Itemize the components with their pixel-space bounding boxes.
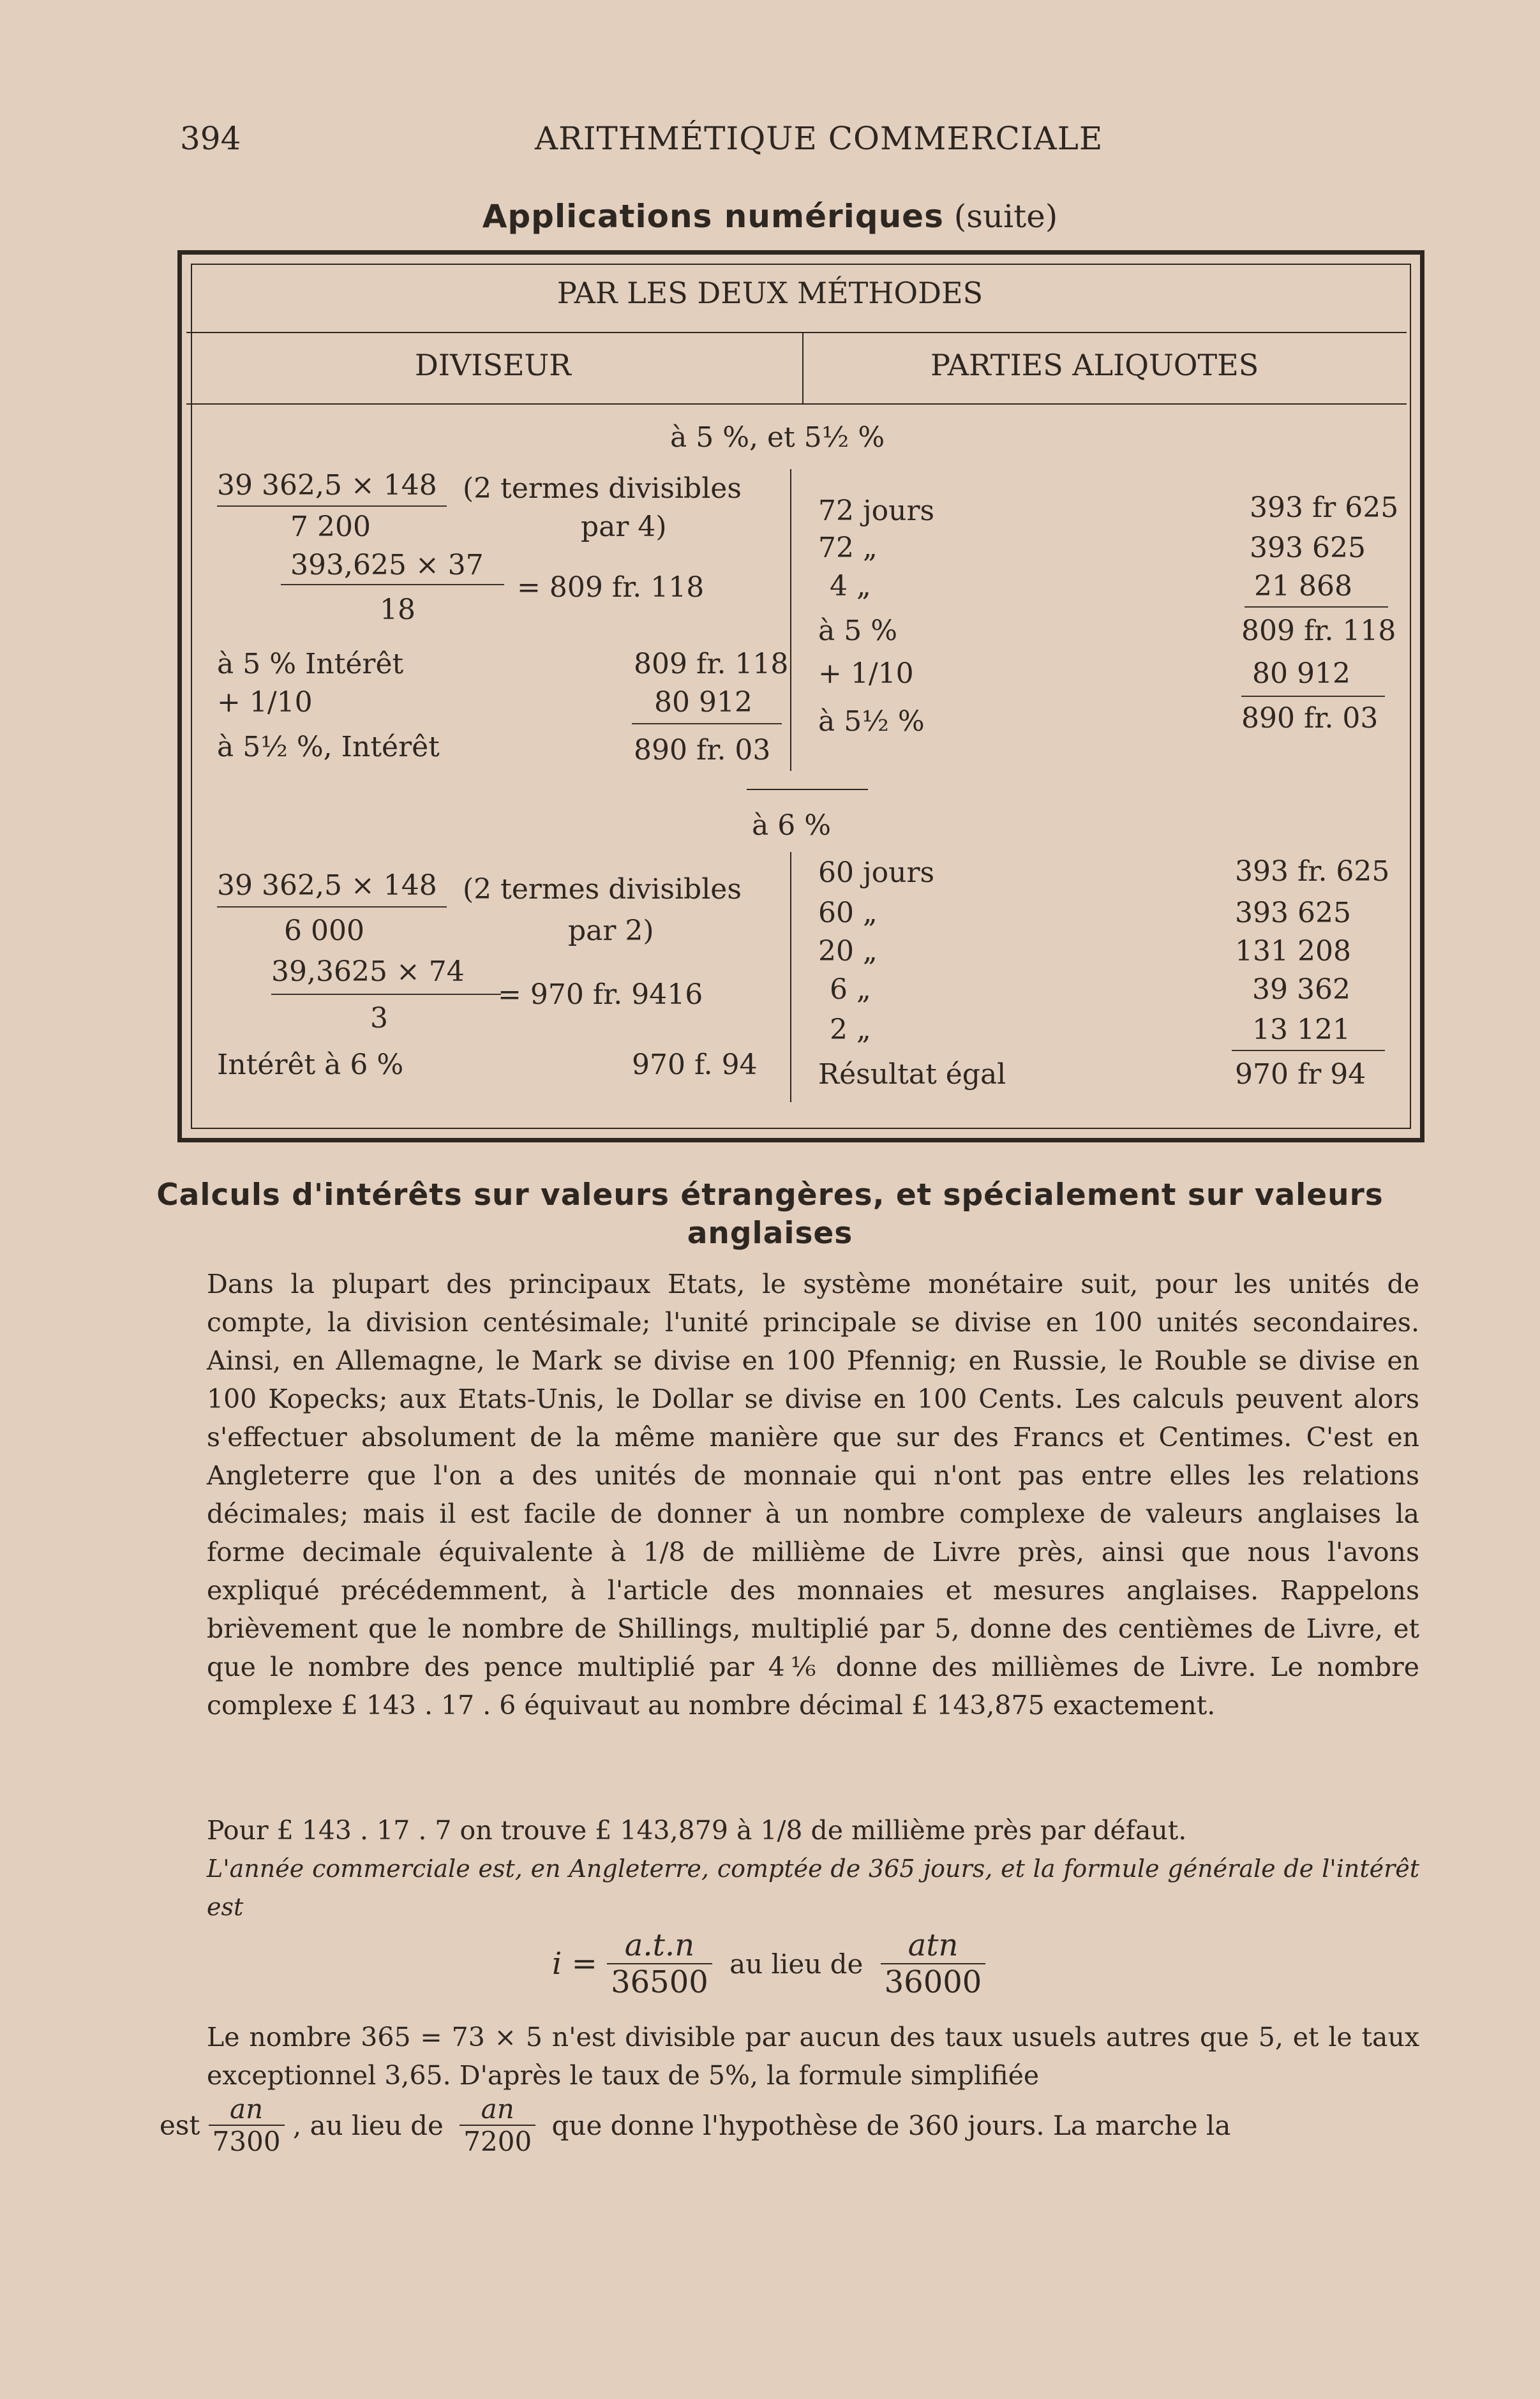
sec2-l2: 6 000 <box>284 915 364 947</box>
interest-formula <box>552 1927 985 2000</box>
column-divider-sec1 <box>790 469 791 771</box>
sec1-sum-rule-right-1 <box>1245 606 1388 608</box>
sec1-r2: 72 „ <box>818 532 878 564</box>
sec1-r5: + 1/10 <box>818 657 914 690</box>
sec1-l6: + 1/10 <box>217 686 313 719</box>
sec1-rate: à 5 %, et 5½ % <box>670 421 885 454</box>
sec1-l3b: = 809 fr. 118 <box>517 571 705 604</box>
paragraph-2: Pour £ 143 . 17 . 7 on trouve £ 143,879 à 1/8 de millième près par défaut. <box>207 1815 1187 1846</box>
paragraph-1: Dans la plupart des principaux Etats, le système monétaire suit, pour les unités de compte, la division centésimale; l'unité principale se divise en 100 unités secondaires. Ainsi, en Allemagne, le Mark se divise en 100 Pfennig; en Russie, le Rouble se divise en 100 Kopecks; aux Etats-Unis, le Dollar se divise en 100 Cents. Les calculs peuvent alors s'effectuer absolument de la même manière que sur des Francs et Centimes. C'est en Angleterre que l'on a des unités de monnaie qui n'ont pas entre elles les relations décimales; mais il est facile de donner à un nombre complexe de valeurs anglaises la forme decimale équivalente à 1/8 de millième de Livre près, ainsi que nous l'avons expliqué précédemment, à l'article des monnaies et mesures anglaises. Rappelons brièvement que le nombre de Shillings, multiplié par 5, donne des centièmes de Livre, et que le nombre des pence multiplié par 4⅙ donne des millièmes de Livre. Le nombre complexe £ 143 . 17 . 6 équivaut au nombre décimal £ 143,875 exactement. <box>207 1269 1419 1721</box>
sec1-r3: 4 „ <box>830 570 871 602</box>
sec1-r4v: 809 fr. 118 <box>1241 615 1396 647</box>
column-head-right: PARTIES ALIQUOTES <box>931 348 1259 382</box>
formula-fraction-1 <box>607 1927 712 2000</box>
paragraph-3: Le nombre 365 = 73 × 5 n'est divisible par aucun des taux usuels autres que 5, et le taux exceptionnel 3,65. D'après le taux de 5%, la formule simplifiée <box>207 2022 1419 2091</box>
sec2-r5: 2 „ <box>830 1013 871 1046</box>
last-line-den-1: 7300 <box>212 2126 281 2157</box>
sec2-rate: à 6 % <box>752 809 832 842</box>
column-head-rule <box>186 403 1407 405</box>
sec2-l2b: par 2) <box>568 915 654 947</box>
sec1-sum-rule-right-2 <box>1241 696 1385 697</box>
sec1-l2: 7 200 <box>290 511 371 543</box>
last-line-mid: , au lieu de <box>292 2109 444 2141</box>
sec2-l5v: 970 f. 94 <box>632 1049 758 1081</box>
last-line-rest: que donne l'hypothèse de 360 jours. La marche la <box>551 2109 1231 2141</box>
sec2-l1b: (2 termes divisibles <box>463 873 742 906</box>
column-divider-sec2 <box>790 852 791 1102</box>
formula-fraction-2 <box>881 1927 986 2000</box>
sec2-fraction-bar-1 <box>217 906 447 908</box>
sec2-r4v: 39 362 <box>1252 973 1350 1006</box>
last-line <box>160 2093 1230 2157</box>
formula-num-1: a.t.n <box>607 1927 712 1964</box>
formula-lhs: i = <box>552 1946 597 1982</box>
table-title <box>0 198 1540 235</box>
sec2-r3: 20 „ <box>818 935 878 968</box>
section-title-line-1: Calculs d'intérêts sur valeurs étrangères, et spécialement sur valeurs <box>156 1177 1384 1213</box>
table-inner-border <box>191 264 1411 1129</box>
sec2-sum-rule-right <box>1232 1050 1385 1051</box>
last-line-num-2: an <box>460 2093 535 2126</box>
sec1-r2v: 393 625 <box>1250 532 1366 564</box>
sec1-fraction-bar-1 <box>217 505 447 507</box>
sec2-fraction-bar-2 <box>271 994 501 995</box>
sec1-r6: à 5½ % <box>818 705 925 738</box>
section-title-line-2: anglaises <box>687 1216 853 1251</box>
running-head: ARITHMÉTIQUE COMMERCIALE <box>535 120 1103 157</box>
table-title-bold: Applications numériques <box>482 198 944 235</box>
column-head-left: DIVISEUR <box>415 348 571 382</box>
sec2-r6v: 970 fr 94 <box>1235 1058 1366 1091</box>
italic-note: L'année commerciale est, en Angleterre, comptée de 365 jours, et la formule générale de l'intérêt est <box>207 1855 1419 1921</box>
sec1-r1: 72 jours <box>818 495 935 527</box>
sec1-l2b: par 4) <box>581 511 667 543</box>
sec1-r4: à 5 % <box>818 615 898 647</box>
sec2-l3b: = 970 fr. 9416 <box>498 978 703 1011</box>
sec2-l5: Intérêt à 6 % <box>217 1049 404 1081</box>
section-rule <box>747 789 868 790</box>
sec1-l7: à 5½ %, Intérêt <box>217 731 440 763</box>
sec2-r3v: 131 208 <box>1235 935 1351 968</box>
formula-den-2: 36000 <box>884 1964 982 2000</box>
sec1-l1b: (2 termes divisibles <box>463 472 742 505</box>
sec1-l5: à 5 % Intérêt <box>217 648 404 680</box>
table-header: PAR LES DEUX MÉTHODES <box>557 276 983 310</box>
last-line-est: est <box>160 2109 200 2141</box>
column-divider-head <box>802 333 804 403</box>
sec1-r6v: 890 fr. 03 <box>1241 702 1379 735</box>
table-title-rest: (suite) <box>953 198 1058 235</box>
sec1-r1v: 393 fr 625 <box>1250 491 1399 524</box>
sec2-r1v: 393 fr. 625 <box>1235 855 1390 888</box>
sec2-l4: 3 <box>370 1002 388 1035</box>
sec1-l4: 18 <box>380 594 415 626</box>
sec1-l1: 39 362,5 × 148 <box>217 469 437 502</box>
sec1-sum-rule-left <box>632 723 782 724</box>
formula-mid: au lieu de <box>729 1948 863 1980</box>
sec2-l3: 39,3625 × 74 <box>271 955 465 988</box>
formula-num-2: atn <box>881 1927 986 1964</box>
header-rule <box>186 332 1407 333</box>
sec1-l3: 393,625 × 37 <box>290 549 484 581</box>
sec1-l7v: 890 fr. 03 <box>634 734 771 766</box>
sec1-fraction-bar-2 <box>281 584 504 585</box>
table-frame <box>177 250 1424 1142</box>
last-line-fraction-2 <box>460 2093 535 2157</box>
sec2-r5v: 13 121 <box>1252 1013 1350 1046</box>
sec1-r5v: 80 912 <box>1252 657 1350 690</box>
sec1-l6v: 80 912 <box>654 686 752 719</box>
sec2-l1: 39 362,5 × 148 <box>217 869 437 902</box>
last-line-num-1: an <box>209 2093 285 2126</box>
page-number: 394 <box>180 120 241 157</box>
sec2-r2: 60 „ <box>818 897 878 929</box>
sec2-r1: 60 jours <box>818 856 935 889</box>
sec1-l5v: 809 fr. 118 <box>634 648 789 680</box>
sec2-r4: 6 „ <box>830 973 871 1006</box>
last-line-fraction-1 <box>209 2093 285 2157</box>
sec2-r6: Résultat égal <box>818 1058 1006 1091</box>
formula-den-1: 36500 <box>611 1964 708 2000</box>
last-line-den-2: 7200 <box>463 2126 532 2157</box>
sec2-r2v: 393 625 <box>1235 897 1351 929</box>
sec1-r3v: 21 868 <box>1254 570 1352 602</box>
